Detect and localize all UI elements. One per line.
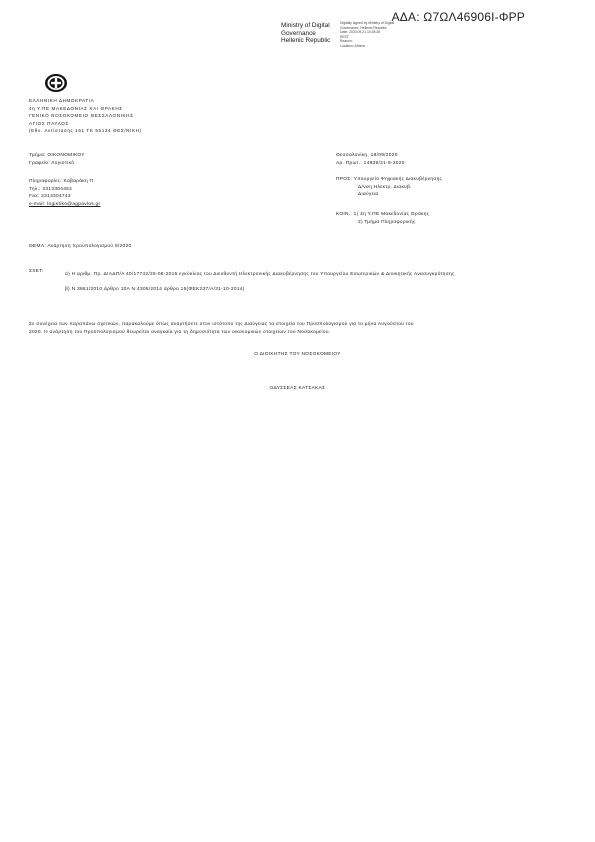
location-date: Θεσσαλονίκη, 18/09/2020 [336, 153, 398, 158]
recipient-line: ΠΡΟΣ: Υπουργείο Ψηφιακής Διακυβέρνησης [336, 177, 443, 182]
body-line: 2020. Η ανάρτηση του Προϋπολογισμού θεωρείται αναγκαία για τη δημοσιότητα των οικονομικών στοιχείων του Νοσοκομείου. [29, 329, 331, 335]
recipient-block [336, 176, 442, 199]
issuer-line: (Εθν. Αντίστασης 161 ΤΚ 55134 ΘΕΣ/ΝΙΚΗ) [29, 128, 142, 134]
signatory-name: ΟΔΥΣΣΕΑΣ ΚΑΤΣΑΚΑΣ [269, 386, 326, 391]
contact-tel: Τηλ.: 2313304452 [29, 186, 73, 192]
signature-line: Date: 2020.09.21 10:28:26 [340, 30, 381, 35]
signatory-title: Ο ΔΙΟΙΚΗΤΗΣ ΤΟΥ ΝΟΣΟΚΟΜΕΙΟΥ [254, 352, 341, 357]
ada-code: ΑΔΑ: Ω7ΩΛ46906Ι-ΦΡΡ [391, 10, 525, 24]
body-paragraph [29, 321, 414, 336]
issuer-line: ΓΕΝΙΚΟ ΝΟΣΟΚΟΜΕΙΟ ΘΕΣΣΑΛΟΝΙΚΗΣ [29, 113, 134, 119]
relevant-item: α) Η αριθμ. Πρ. ΔΙΑΔΠ/Α 40/17742/26-08-2015 εγκύκλιος του Διευθυντή Ηλεκτρονικής Διακυβέρνησης του Υπουργείου Εσωτερικών & Διοικητικής Ανασυγκρότησης [65, 272, 455, 277]
ministry-line: Governance [281, 29, 316, 37]
relevant-list [65, 268, 455, 297]
protocol-number: Αρ. Πρωτ.: 14839/21-9-2020 [336, 160, 405, 166]
issuer-line: 4η Υ.ΠΕ ΜΑΚΕΔΟΝΙΑΣ ΚΑΙ ΘΡΑΚΗΣ [29, 105, 123, 111]
department-line: Τμήμα: ΟΙΚΟΝΟΜΙΚΟΥ [29, 153, 85, 158]
contact-block [29, 178, 100, 208]
ministry-line: Hellenic Republic [281, 37, 331, 45]
signature-line: Governance, Hellenic Republic [340, 25, 387, 30]
date-protocol-block [336, 152, 405, 167]
relevant-item: β) Ν.3861/2010 άρθρο 10Α Ν.4305/2014 άρθρο 15(ΦΕΚ237/Α/31-10-2014) [65, 286, 245, 292]
contact-info: Πληροφορίες: Καβαράκη Π. [29, 179, 95, 184]
kein-block [336, 211, 429, 226]
kein-line: ΚΟΙΝ.: 1) 4η Υ.ΠΕ Μακεδονίας Θράκης [336, 212, 430, 217]
ministry-label [281, 22, 330, 45]
subject-line: ΘΕΜΑ: Ανάρτηση προυπολογισμού 8/2020 [29, 244, 132, 249]
signature-line: Digitally signed by Ministry of Digital [340, 21, 395, 25]
signature-line: EEST [340, 34, 349, 39]
office-line: Γραφείο: Λογιστικό [29, 160, 75, 166]
recipient-line: Δ/νση Ηλεκτρ. Διακυβ. [358, 184, 412, 190]
contact-email-link[interactable]: e-mail: logistiko@agpavlos.gr [29, 201, 101, 207]
recipient-line: Διαύγεια [358, 192, 379, 198]
digital-signature-block [340, 21, 394, 49]
body-line: Σε συνέχεια των παραπάνω σχετικών, παρακαλούμε όπως αναρτήσετε στον ιστότοπο της Διαύγειας τα στοιχεία του Προϋπολογισμού για το μήνα Αυγούστου του [29, 322, 414, 327]
department-block [29, 152, 85, 167]
relevant-label: ΣΧΕΤ: [29, 269, 44, 274]
greek-coat-of-arms-icon [44, 73, 68, 93]
signature-line: Location: Athens [340, 43, 366, 48]
issuer-block [29, 97, 142, 135]
ministry-line: Ministry of Digital [281, 22, 330, 29]
issuer-line: ΕΛΛΗΝΙΚΗ ΔΗΜΟΚΡΑΤΙΑ [29, 98, 95, 103]
signature-line: Reason: [340, 39, 353, 44]
kein-line: 2) Τμήμα Πληροφορικής [358, 219, 416, 225]
contact-fax: Fax: 2313304743 [29, 194, 71, 200]
issuer-line: ΑΓΙΟΣ ΠΑΥΛΟΣ [29, 120, 69, 126]
